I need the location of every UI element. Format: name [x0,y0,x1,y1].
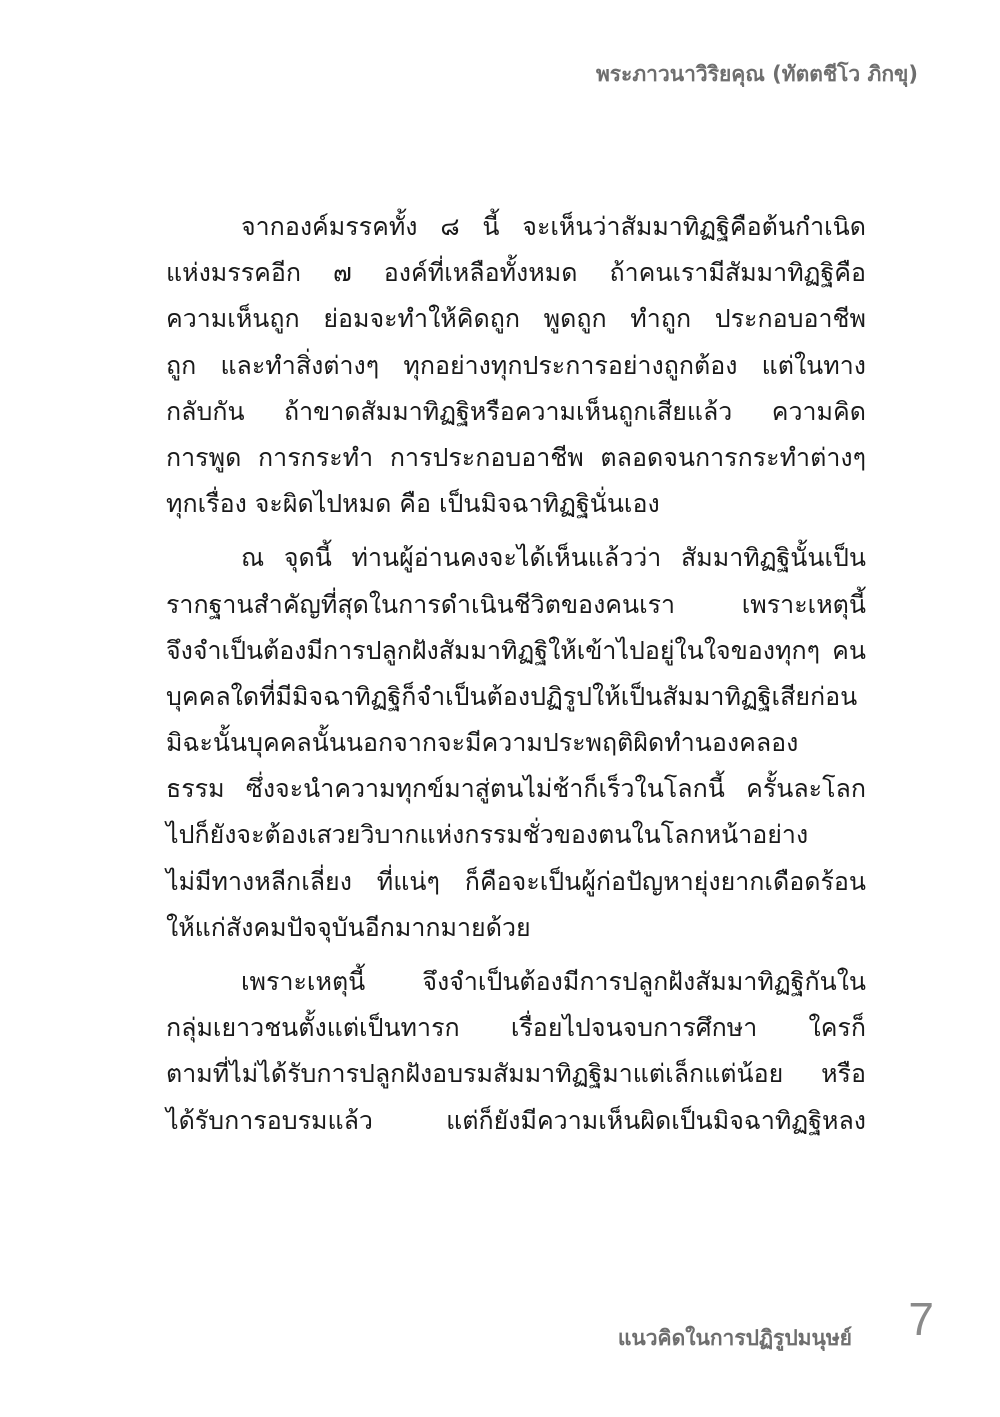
text-line: เพราะเหตุนี้ จึงจำเป็นต้องมีการปลูกฝังสัมมาทิฏฐิกันใน [241,967,866,996]
text-line: จึงจำเป็นต้องมีการปลูกฝังสัมมาทิฏฐิให้เข้าไปอยู่ในใจของทุกๆ คน [166,635,866,665]
text-line: ไม่มีทางหลีกเลี่ยง ที่แน่ๆ ก็คือจะเป็นผู้ก่อปัญหายุ่งยากเดือดร้อน [166,866,866,896]
body-text [166,204,866,1152]
page-number: 7 [908,1293,934,1345]
text-line: แห่งมรรคอีก ๗ องค์ที่เหลือทั้งหมด ถ้าคนเรามีสัมมาทิฏฐิคือ [166,258,866,288]
text-line: รากฐานสำคัญที่สุดในการดำเนินชีวิตของคนเรา เพราะเหตุนี้ [166,589,866,619]
text-line: กลับกัน ถ้าขาดสัมมาทิฏฐิหรือความเห็นถูกเสียแล้ว ความคิด [166,396,866,426]
paragraph-2 [166,535,866,951]
text-line: มิฉะนั้นบุคคลนั้นนอกจากจะมีความประพฤติผิดทำนองคลอง [166,728,799,758]
text-line: ได้รับการอบรมแล้ว แต่ก็ยังมีความเห็นผิดเป็นมิจฉาทิฏฐิหลง [166,1105,866,1135]
text-line: บุคคลใดที่มีมิจฉาทิฏฐิก็จำเป็นต้องปฏิรูปให้เป็นสัมมาทิฏฐิเสียก่อน [166,681,858,711]
text-line: ให้แก่สังคมปัจจุบันอีกมากมายด้วย [166,912,531,942]
text-line: ถูก และทำสิ่งต่างๆ ทุกอย่างทุกประการอย่างถูกต้อง แต่ในทาง [166,350,866,380]
text-line: ความเห็นถูก ย่อมจะทำให้คิดถูก พูดถูก ทำถูก ประกอบอาชีพ [166,304,866,334]
text-line: ธรรม ซึ่งจะนำความทุกข์มาสู่ตนไม่ช้าก็เร็วในโลกนี้ ครั้นละโลก [166,774,866,804]
running-header: พระภาวนาวิริยคุณ (ทัตตชีโว ภิกขุ) [595,62,918,86]
text-line: ทุกเรื่อง จะผิดไปหมด คือ เป็นมิจฉาทิฏฐินั่นเอง [166,489,660,519]
text-line: ไปก็ยังจะต้องเสวยวิบากแห่งกรรมชั่วของตนในโลกหน้าอย่าง [166,820,809,850]
paragraph-3 [166,959,866,1144]
footer-book-title: แนวคิดในการปฏิรูปมนุษย์ [617,1326,852,1350]
text-line: การพูด การกระทำ การประกอบอาชีพ ตลอดจนการกระทำต่างๆ [166,442,866,472]
text-line: กลุ่มเยาวชนตั้งแต่เป็นทารก เรื่อยไปจนจบการศึกษา ใครก็ [166,1013,866,1043]
paragraph-1 [166,204,866,527]
text-line: จากองค์มรรคทั้ง ๘ นี้ จะเห็นว่าสัมมาทิฏฐิคือต้นกำเนิด [241,212,866,241]
text-line: ตามที่ไม่ได้รับการปลูกฝังอบรมสัมมาทิฏฐิมาแต่เล็กแต่น้อย หรือ [166,1059,866,1089]
text-line: ณ จุดนี้ ท่านผู้อ่านคงจะได้เห็นแล้วว่า สัมมาทิฏฐินั้นเป็น [241,543,866,573]
